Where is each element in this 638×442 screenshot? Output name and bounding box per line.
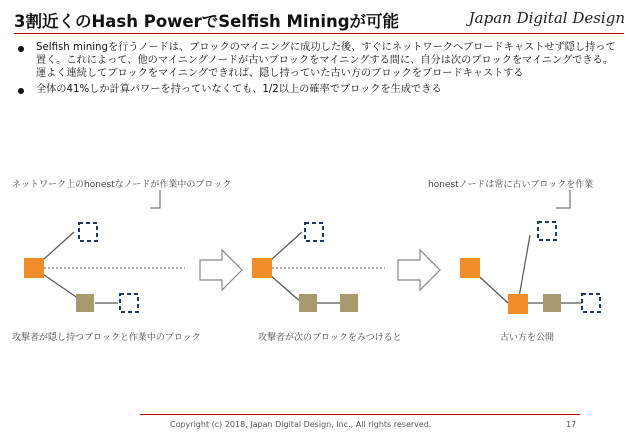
bullet-dot bbox=[18, 88, 24, 94]
label-honest-working: ネットワーク上のhonestなノードが作業中のブロック bbox=[12, 180, 232, 190]
arrow-right-icon bbox=[398, 250, 440, 290]
stage-1 bbox=[24, 223, 185, 312]
slide-title: 3割近くのHash PowerでSelfish Miningが可能 bbox=[14, 12, 400, 31]
caption-stage-2: 攻撃者が次のブロックをみつけると bbox=[258, 333, 402, 343]
brand-logo: Japan Digital Design bbox=[468, 9, 625, 27]
bullet-list bbox=[18, 41, 623, 99]
attacker-working-block bbox=[120, 294, 138, 312]
arrow-right-icon bbox=[200, 250, 242, 290]
honest-block bbox=[460, 258, 480, 278]
honest-working-block bbox=[538, 222, 556, 240]
footer-divider bbox=[140, 414, 580, 415]
honest-working-block bbox=[305, 223, 323, 241]
bullet-text: 全体の41%しか計算パワーを持っていなくても、1/2以上の確率でブロックを生成できる bbox=[36, 84, 442, 95]
bullet-item bbox=[18, 41, 623, 80]
attacker-hidden-block bbox=[299, 294, 317, 312]
attacker-new-block bbox=[543, 294, 561, 312]
page-number: 17 bbox=[566, 420, 577, 429]
attacker-working-block bbox=[582, 294, 600, 312]
honest-block bbox=[252, 258, 272, 278]
title-divider bbox=[14, 33, 624, 34]
published-block bbox=[508, 294, 528, 314]
honest-block bbox=[24, 258, 44, 278]
stage-3 bbox=[460, 222, 600, 314]
pointer-arrow bbox=[556, 190, 570, 208]
pointer-arrow bbox=[150, 190, 160, 208]
bullet-text: Selfish miningを行うノードは、ブロックのマイニングに成功した後、すぐにネットワークへブロードキャストせず隠し持って置く。これによって、他のマイニングノードが古いブロックをマイニングする間に、自分は次のブロックをマイニングできる。運よく連続してブロックをマイニングできれば、隠し持っていた古い方のブロックをブロードキャストする bbox=[36, 42, 616, 79]
attacker-new-block bbox=[340, 294, 358, 312]
bullet-item bbox=[18, 83, 623, 96]
caption-stage-3: 古い方を公開 bbox=[500, 333, 555, 343]
selfish-mining-diagram bbox=[0, 170, 638, 350]
copyright: Copyright (c) 2018, Japan Digital Design, Inc., All rights reserved. bbox=[170, 420, 432, 429]
bullet-dot bbox=[18, 46, 24, 52]
label-honest-old: honestノードは常に古いブロックを作業 bbox=[428, 180, 594, 190]
caption-stage-1: 攻撃者が隠し持つブロックと作業中のブロック bbox=[12, 333, 201, 343]
stage-2 bbox=[252, 223, 385, 312]
honest-working-block bbox=[79, 223, 97, 241]
attacker-hidden-block bbox=[76, 294, 94, 312]
